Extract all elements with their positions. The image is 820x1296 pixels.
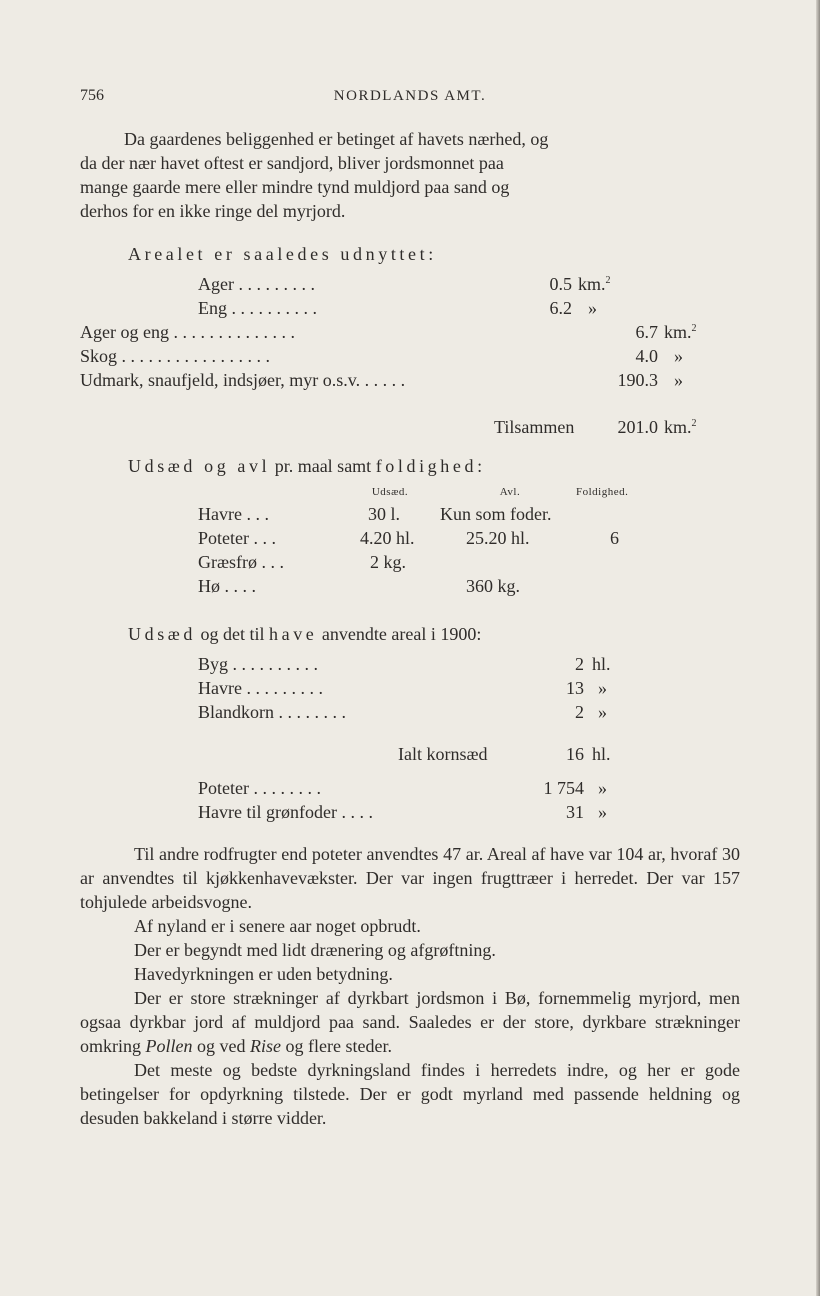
crop-label: Græsfrø (198, 552, 257, 572)
paragraph-text: og flere steder. (281, 1036, 392, 1056)
area-label: Ager (198, 274, 234, 294)
unit-text: km. (664, 417, 692, 437)
place-name-pollen: Pollen (145, 1036, 193, 1056)
garden-label: Havre (198, 678, 242, 698)
leader-dots: . . . . . . . . . . (228, 654, 319, 674)
seed-avl: 360 kg. (466, 576, 520, 596)
garden-row (198, 776, 321, 800)
area-unit: » (674, 346, 683, 366)
leader-dots: . . . . . . . . . . . . . . . . . (117, 346, 271, 366)
leader-dots: . . . . . . . . . . . . . . (168, 322, 295, 342)
garden-label: Byg (198, 654, 229, 674)
area-row (198, 272, 315, 296)
page-number: 756 (80, 87, 104, 104)
intro-line-4: derhos for en ikke ringe del myrjord. (80, 201, 346, 221)
leader-dots: . . . . . . . . . (233, 274, 315, 294)
heading-spaced: Udsæd og avl (128, 456, 271, 476)
leader-dots: . . . . . (360, 370, 406, 390)
unit-superscript: 2 (605, 275, 611, 286)
garden-unit: » (598, 702, 607, 722)
area-value: 190.3 (617, 370, 658, 390)
paragraph-text: Af nyland er i senere aar noget opbrudt. (134, 916, 421, 936)
seed-udsaed: 30 l. (368, 504, 401, 524)
leader-dots: . . . . . . . . . . (227, 298, 317, 318)
area-heading: Arealet er saaledes udnyttet: (128, 244, 437, 264)
unit-text: km. (578, 274, 606, 294)
paragraph (80, 1058, 740, 1130)
leader-dots: . . . . . . . . (249, 778, 321, 798)
crop-label: Hø (198, 576, 220, 596)
garden-unit: » (598, 802, 607, 822)
paragraph (80, 938, 740, 962)
page-edge (816, 0, 820, 1296)
area-row (80, 368, 405, 392)
intro-line-3: mange gaarde mere eller mindre tynd muldjord paa sand og (80, 177, 510, 197)
area-label: Eng (198, 298, 227, 318)
paragraph-text: Det meste og bedste dyrkningsland findes i herredets indre, og her er gode betingelser for opdyrkning tilstede. Der er godt myrland med passende heldning og desuden bakkeland i større vidder. (80, 1060, 740, 1128)
garden-row (198, 700, 346, 724)
garden-unit: » (598, 778, 607, 798)
paragraph-text: Havedyrkningen er uden betydning. (134, 964, 393, 984)
paragraph (80, 842, 740, 914)
crop-label: Havre (198, 504, 242, 524)
area-label: Skog (80, 346, 118, 366)
garden-value: 2 (575, 654, 584, 674)
seed-crop (198, 550, 284, 574)
area-total-unit (664, 415, 697, 439)
intro-line-1: Da gaardenes beliggenhed er betinget af havets nærhed, og (124, 129, 549, 149)
heading-plain: anvendte areal i 1900: (321, 624, 482, 644)
garden-label: Blandkorn (198, 702, 274, 722)
seed-crop (198, 526, 276, 550)
area-value: 0.5 (549, 274, 572, 294)
garden-label: Poteter (198, 778, 249, 798)
area-label: Udmark, snaufjeld, indsjøer, myr o.s.v. (80, 370, 361, 390)
seed-udsaed: 2 kg. (370, 552, 406, 572)
paragraph (80, 962, 740, 986)
garden-value: 2 (575, 702, 584, 722)
area-row (198, 296, 317, 320)
running-title: NORDLANDS AMT. (333, 88, 487, 104)
leader-dots: . . . . . . . . . (241, 678, 323, 698)
paragraph-text: og ved (192, 1036, 250, 1056)
unit-text: km. (664, 322, 692, 342)
heading-spaced: Udsæd (128, 624, 197, 644)
leader-dots: . . . . . . . . (274, 702, 346, 722)
col-header-foldighed: Foldighed. (576, 486, 629, 498)
area-unit: » (588, 298, 597, 318)
area-total-value: 201.0 (617, 417, 658, 437)
garden-subtotal-label: Ialt kornsæd (398, 744, 488, 764)
heading-plain: og det til (200, 624, 265, 644)
area-label: Ager og eng (80, 322, 169, 342)
paragraph (80, 986, 740, 1058)
area-row (80, 344, 270, 368)
leader-dots: . . . (257, 552, 284, 572)
garden-heading (128, 622, 481, 646)
unit-superscript: 2 (691, 418, 697, 429)
seed-udsaed: 4.20 hl. (360, 528, 415, 548)
garden-row (198, 676, 323, 700)
garden-label: Havre til grønfoder (198, 802, 337, 822)
seed-avl: 25.20 hl. (466, 528, 530, 548)
leader-dots: . . . (241, 504, 269, 524)
area-unit (664, 320, 697, 344)
area-value: 6.7 (635, 322, 658, 342)
page-header (80, 84, 740, 108)
leader-dots: . . . . (336, 802, 373, 822)
heading-spaced: foldighed: (375, 456, 486, 476)
area-unit (578, 272, 611, 296)
garden-subtotal-value: 16 (566, 744, 584, 764)
leader-dots: . . . . (220, 576, 256, 596)
garden-value: 13 (566, 678, 584, 698)
seed-crop (198, 574, 256, 598)
place-name-rise: Rise (250, 1036, 281, 1056)
paragraph-text: Der er store strækninger af dyrkbart jordsmon i Bø, fornemmelig myrjord, men ogsaa dyrkbar jord af muldjord paa sand. Saaledes er der store, dyrkbare strækninger omkring (80, 988, 740, 1056)
intro-line-2: da der nær havet oftest er sandjord, bliver jordsmonnet paa (80, 153, 504, 173)
area-total-label: Tilsammen (494, 417, 575, 437)
col-header-avl: Avl. (499, 486, 521, 498)
garden-value: 1 754 (543, 778, 584, 798)
area-row (80, 320, 295, 344)
area-value: 4.0 (635, 346, 658, 366)
garden-subtotal-unit: hl. (592, 744, 611, 764)
leader-dots: . . . (249, 528, 276, 548)
unit-superscript: 2 (691, 323, 697, 334)
garden-row (198, 652, 318, 676)
paragraph-text: Til andre rodfrugter end poteter anvendtes 47 ar. Areal af have var 104 ar, hvoraf 30 ar anvendtes til kjøkkenhavevækster. Der var ingen frugttræer i herredet. Der var 157 tohjulede arbeidsvogne. (80, 844, 740, 912)
paragraph-text: Der er begyndt med lidt drænering og afgrøftning. (134, 940, 496, 960)
seed-fold: 6 (610, 528, 619, 548)
seed-heading (128, 454, 486, 478)
col-header-udsaed: Udsæd. (371, 486, 409, 498)
garden-unit: hl. (592, 654, 611, 674)
heading-plain: pr. maal samt (274, 456, 372, 476)
paragraph (80, 914, 740, 938)
area-value: 6.2 (549, 298, 572, 318)
crop-label: Poteter (198, 528, 249, 548)
garden-unit: » (598, 678, 607, 698)
area-unit: » (674, 370, 683, 390)
garden-value: 31 (566, 802, 584, 822)
seed-avl: Kun som foder. (440, 504, 552, 524)
garden-row (198, 800, 373, 824)
heading-spaced: have (269, 624, 318, 644)
closing-text (80, 842, 740, 1130)
seed-crop (198, 502, 269, 526)
